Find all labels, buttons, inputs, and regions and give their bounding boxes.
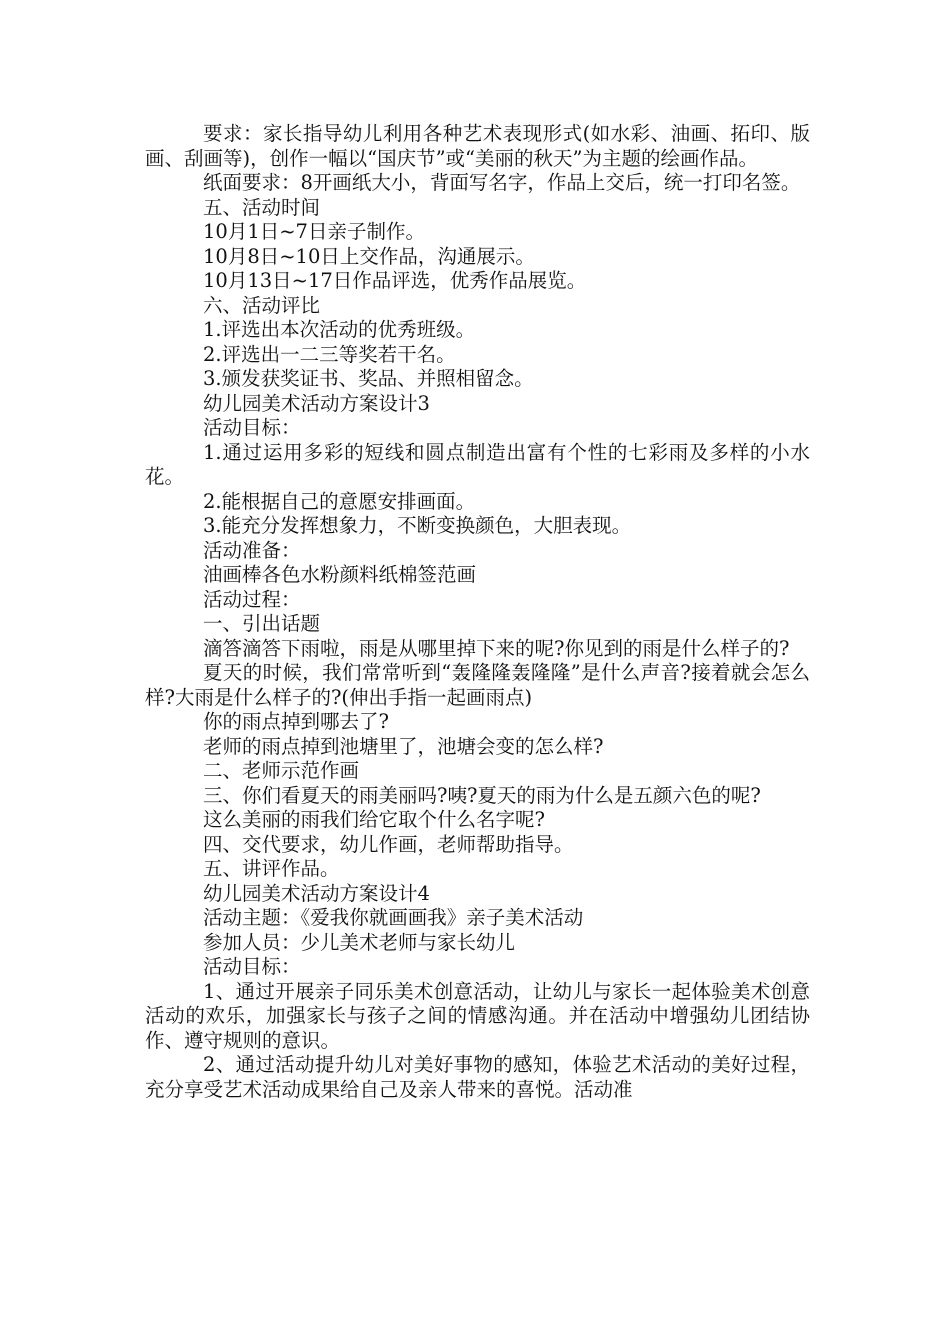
paragraph: 这么美丽的雨我们给它取个什么名字呢?: [203, 808, 545, 831]
section-heading: 二、老师示范作画: [203, 759, 360, 782]
section-heading: 活动目标：: [203, 955, 301, 978]
list-item: 1.通过运用多彩的短线和圆点制造出富有个性的七彩雨及多样的小水花。: [145, 440, 810, 488]
section-title: 幼儿园美术活动方案设计4: [203, 881, 430, 905]
list-item: 3.能充分发挥想象力，不断变换颜色，大胆表现。: [203, 514, 632, 537]
section-title: 幼儿园美术活动方案设计3: [203, 391, 430, 415]
paragraph: 2、通过活动提升幼儿对美好事物的感知，体验艺术活动的美好过程，充分享受艺术活动成果给自己及亲人带来的喜悦。活动准: [145, 1053, 810, 1101]
list-item: 2.评选出一二三等奖若干名。: [203, 342, 456, 366]
paragraph: 活动主题：《爱我你就画画我》亲子美术活动: [203, 906, 584, 929]
paragraph: 10月13日~17日作品评选，优秀作品展览。: [203, 269, 587, 292]
paragraph: 纸面要求：8开画纸大小，背面写名字，作品上交后，统一打印名签。: [203, 171, 801, 194]
paragraph: 你的雨点掉到哪去了?: [203, 710, 389, 733]
section-heading: 五、讲评作品。: [203, 857, 340, 880]
paragraph: 三、你们看夏天的雨美丽吗?咦?夏天的雨为什么是五颜六色的呢?: [203, 783, 761, 807]
list-item: 1.评选出本次活动的优秀班级。: [203, 318, 476, 341]
section-heading: 活动准备：: [203, 538, 301, 562]
section-heading: 一、引出话题: [203, 612, 321, 635]
section-heading: 四、交代要求，幼儿作画，老师帮助指导。: [203, 832, 574, 856]
paragraph: 油画棒各色水粉颜料纸棉签范画: [203, 563, 477, 586]
paragraph: 夏天的时候，我们常常听到“轰隆隆轰隆隆”是什么声音?接着就会怎么样?大雨是什么样子的?(伸出手指一起画雨点): [145, 661, 810, 709]
paragraph: 1、通过开展亲子同乐美术创意活动，让幼儿与家长一起体验美术创意活动的欢乐，加强家长与孩子之间的情感沟通。并在活动中增强幼儿团结协作、遵守规则的意识。: [145, 979, 810, 1052]
section-heading: 活动目标：: [203, 416, 301, 439]
paragraph: 老师的雨点掉到池塘里了，池塘会变的怎么样?: [203, 734, 604, 758]
list-item: 3.颁发获奖证书、奖品、并照相留念。: [203, 367, 534, 390]
paragraph: 10月8日~10日上交作品，沟通展示。: [203, 244, 535, 268]
paragraph: 要求：家长指导幼儿利用各种艺术表现形式(如水彩、油画、拓印、版画、刮画等)，创作一幅以“国庆节”或“美丽的秋天”为主题的绘画作品。: [145, 122, 810, 170]
paragraph: 10月1日~7日亲子制作。: [203, 220, 425, 243]
section-heading: 五、活动时间: [203, 195, 321, 219]
paragraph: 参加人员：少儿美术老师与家长幼儿: [203, 930, 516, 954]
document-page: [145, 122, 810, 1102]
list-item: 2.能根据自己的意愿安排画面。: [203, 489, 476, 513]
section-heading: 六、活动评比: [203, 293, 321, 317]
section-heading: 活动过程：: [203, 587, 301, 611]
paragraph: 滴答滴答下雨啦，雨是从哪里掉下来的呢?你见到的雨是什么样子的?: [203, 636, 790, 660]
